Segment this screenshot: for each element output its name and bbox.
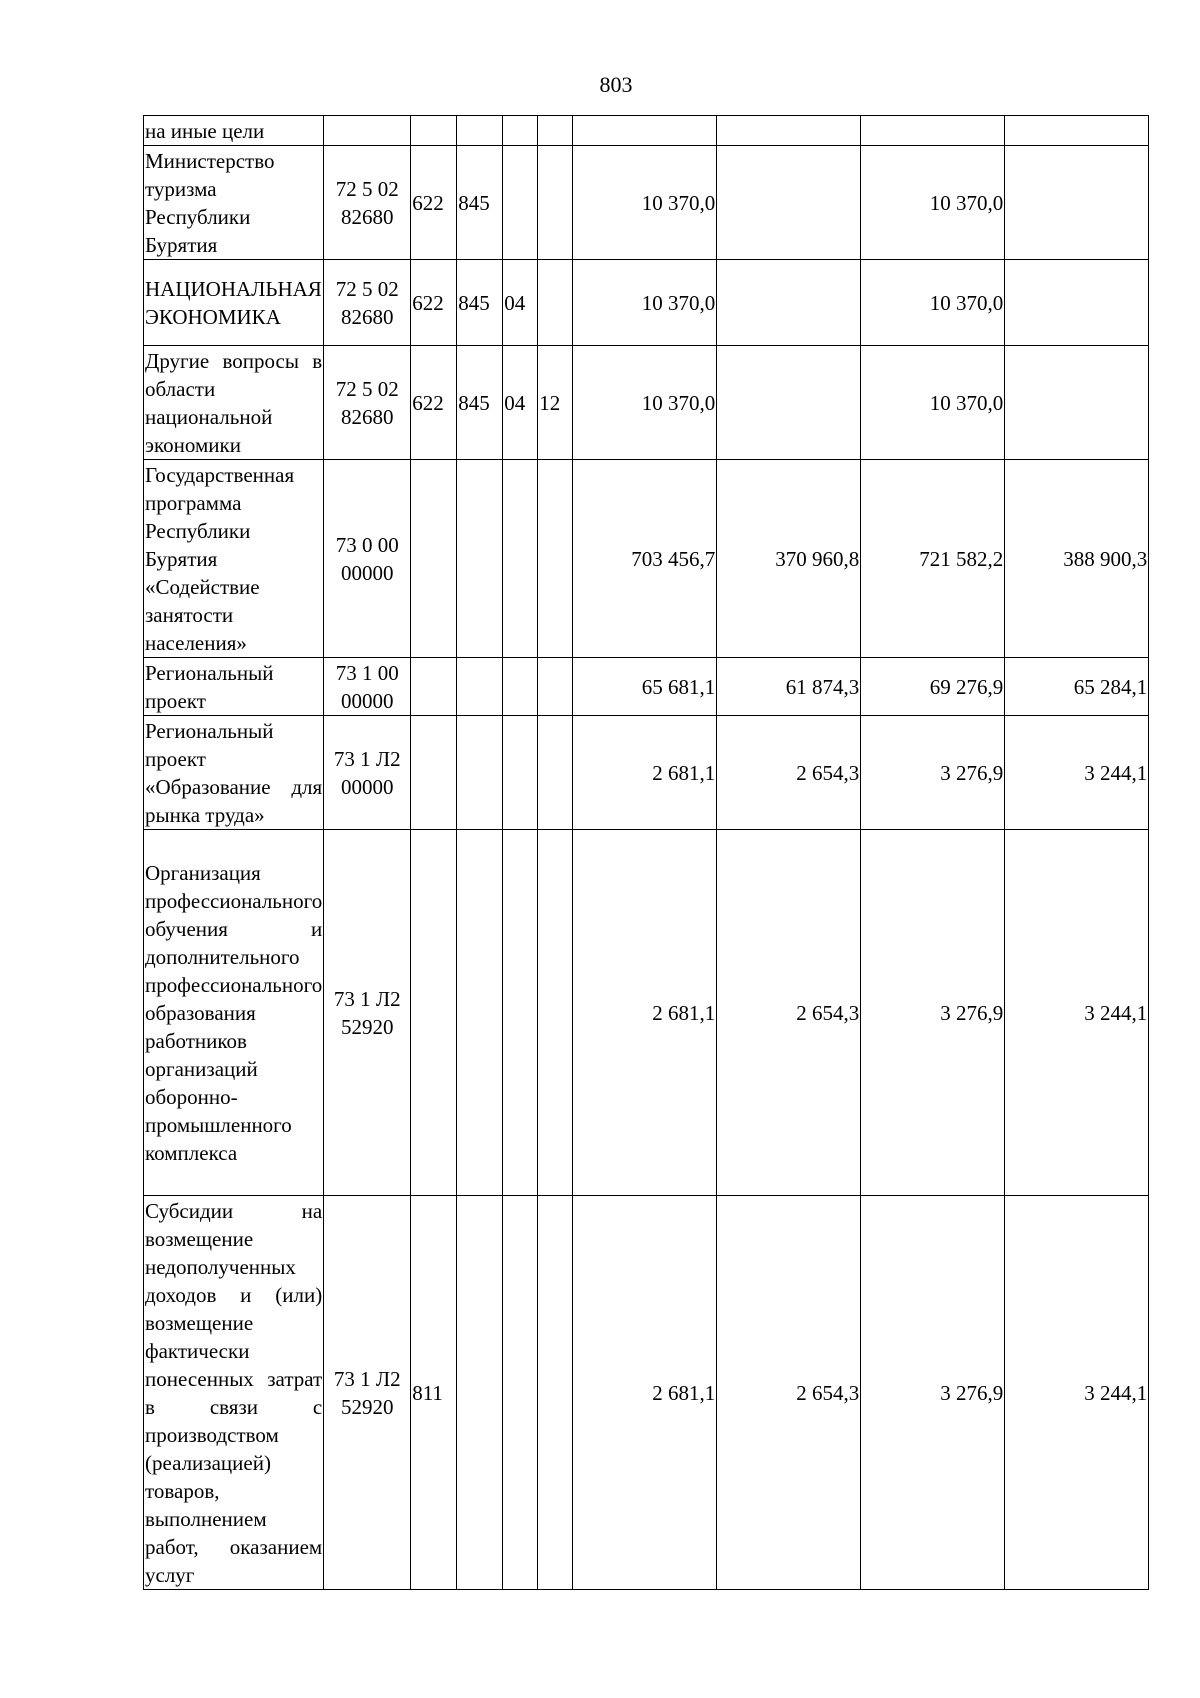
cell-subsection [538,1196,573,1590]
cell-ministry-code [457,116,503,146]
cell-subsection [538,146,573,260]
cell-value-1: 10 370,0 [573,260,717,346]
table-row [144,658,1149,716]
cell-section [503,658,538,716]
cell-value-2: 2 654,3 [717,1196,861,1590]
cell-value-4 [1005,116,1149,146]
cell-value-2: 370 960,8 [717,460,861,658]
cell-value-3: 3 276,9 [861,1196,1005,1590]
cell-subsection: 12 [538,346,573,460]
cell-ministry-code [457,460,503,658]
cell-code: 73 0 00 00000 [324,460,411,658]
cell-value-3: 10 370,0 [861,260,1005,346]
table-row [144,146,1149,260]
cell-value-2 [717,260,861,346]
cell-value-1 [573,116,717,146]
cell-value-2 [717,116,861,146]
table-row [144,116,1149,146]
table-row [144,346,1149,460]
cell-value-4 [1005,260,1149,346]
cell-subsection [538,830,573,1196]
cell-section [503,460,538,658]
cell-subsection [538,716,573,830]
cell-value-3 [861,116,1005,146]
cell-code: 73 1 00 00000 [324,658,411,716]
cell-value-1: 10 370,0 [573,146,717,260]
cell-name: Министерство туризма Республики Бурятия [144,146,324,260]
table-row [144,260,1149,346]
cell-ministry-code: 845 [457,146,503,260]
cell-expense-type: 811 [411,1196,457,1590]
cell-value-2: 2 654,3 [717,830,861,1196]
cell-name: НАЦИОНАЛЬНАЯ ЭКОНОМИКА [144,260,324,346]
table-row [144,830,1149,1196]
cell-value-4: 388 900,3 [1005,460,1149,658]
cell-section [503,146,538,260]
cell-value-4: 3 244,1 [1005,830,1149,1196]
cell-value-3: 3 276,9 [861,716,1005,830]
cell-code [324,116,411,146]
cell-expense-type [411,658,457,716]
cell-ministry-code [457,716,503,830]
cell-name: Субсидии на возмещение недополученных доходов и (или) возмещение фактически понесенных затрат в связи с производством (реализацией) товаров, выполнением работ, оказанием услуг [144,1196,324,1590]
cell-name: Региональный проект «Образование для рынка труда» [144,716,324,830]
cell-value-1: 65 681,1 [573,658,717,716]
table-body [144,116,1149,1590]
cell-ministry-code: 845 [457,260,503,346]
cell-expense-type: 622 [411,146,457,260]
cell-code: 73 1 Л2 52920 [324,1196,411,1590]
cell-value-3: 3 276,9 [861,830,1005,1196]
cell-expense-type: 622 [411,260,457,346]
cell-value-2: 2 654,3 [717,716,861,830]
cell-name: Организация профессионального обучения и дополнительного профессионального образования работников организаций оборонно-промышленного комплекса [144,830,324,1196]
cell-value-4 [1005,346,1149,460]
cell-section [503,716,538,830]
cell-value-4: 3 244,1 [1005,716,1149,830]
cell-value-3: 721 582,2 [861,460,1005,658]
page-number: 803 [599,72,633,97]
table-row [144,460,1149,658]
cell-value-1: 703 456,7 [573,460,717,658]
cell-expense-type [411,830,457,1196]
cell-name: Региональный проект [144,658,324,716]
cell-value-2: 61 874,3 [717,658,861,716]
cell-section: 04 [503,346,538,460]
cell-section [503,116,538,146]
cell-ministry-code [457,658,503,716]
budget-table [143,115,1149,1590]
cell-code: 73 1 Л2 00000 [324,716,411,830]
cell-ministry-code [457,1196,503,1590]
cell-value-1: 2 681,1 [573,716,717,830]
cell-subsection [538,260,573,346]
cell-expense-type: 622 [411,346,457,460]
cell-expense-type [411,716,457,830]
cell-name: Другие вопросы в области национальной экономики [144,346,324,460]
cell-value-4 [1005,146,1149,260]
cell-value-1: 10 370,0 [573,346,717,460]
cell-ministry-code: 845 [457,346,503,460]
table-row [144,716,1149,830]
cell-name: на иные цели [144,116,324,146]
cell-value-3: 10 370,0 [861,146,1005,260]
cell-subsection [538,658,573,716]
cell-value-2 [717,346,861,460]
cell-value-4: 65 284,1 [1005,658,1149,716]
cell-code: 72 5 02 82680 [324,146,411,260]
cell-value-3: 10 370,0 [861,346,1005,460]
cell-expense-type [411,116,457,146]
cell-code: 72 5 02 82680 [324,346,411,460]
cell-ministry-code [457,830,503,1196]
cell-value-3: 69 276,9 [861,658,1005,716]
cell-section [503,1196,538,1590]
cell-code: 72 5 02 82680 [324,260,411,346]
cell-value-4: 3 244,1 [1005,1196,1149,1590]
cell-section: 04 [503,260,538,346]
cell-name: Государственная программа Республики Бурятия «Содействие занятости населения» [144,460,324,658]
cell-code: 73 1 Л2 52920 [324,830,411,1196]
cell-value-1: 2 681,1 [573,830,717,1196]
cell-expense-type [411,460,457,658]
cell-section [503,830,538,1196]
cell-value-1: 2 681,1 [573,1196,717,1590]
cell-subsection [538,116,573,146]
cell-value-2 [717,146,861,260]
cell-subsection [538,460,573,658]
table-row [144,1196,1149,1590]
